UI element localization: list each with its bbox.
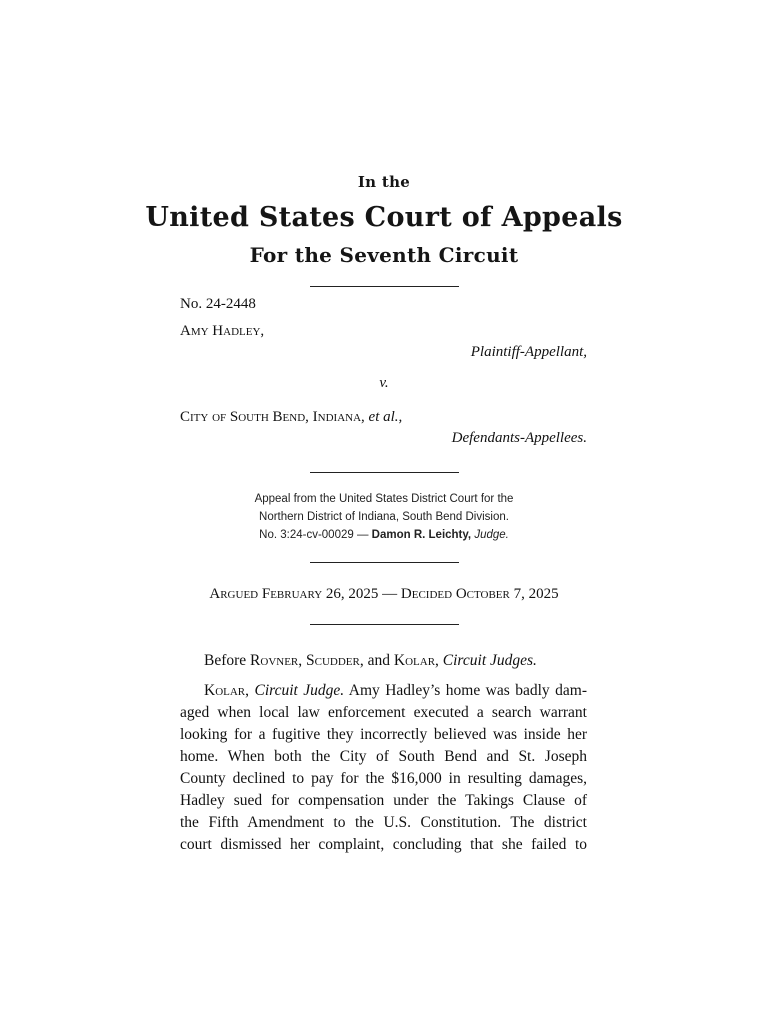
divider <box>310 472 459 473</box>
dates-line <box>0 586 768 603</box>
divider <box>310 286 459 287</box>
opinion-line: looking for a fugitive they incorrectly believed was inside her <box>180 726 587 743</box>
opinion-author-title: Circuit Judge. <box>254 682 345 699</box>
court-name: United States Court of Appeals <box>145 202 623 233</box>
appeal-line-1: Appeal from the United States District Court for the <box>254 493 514 505</box>
appellant-name: Amy Hadley, <box>180 323 265 339</box>
panel-judges: Rovner, Scudder, <box>250 652 364 669</box>
opinion-first-line <box>204 680 587 702</box>
panel-last-judge: Kolar, <box>393 652 439 669</box>
appellee-line <box>180 409 402 426</box>
opinion-line: the Fifth Amendment to the U.S. Constitution. The district <box>180 814 587 831</box>
appellee-etal: et al., <box>368 409 403 425</box>
before-prefix: Before <box>204 652 247 669</box>
opinion-text: Amy Hadley’s home was badly dam- <box>348 682 587 699</box>
appellee-name: City of South Bend, Indiana, <box>180 409 365 425</box>
district-case-number: No. 3:24-cv-00029 — <box>259 529 369 541</box>
versus: v. <box>379 375 389 391</box>
opinion-line: County declined to pay for the $16,000 in resulting damages, <box>180 770 587 787</box>
district-judge-name: Damon R. Leichty, <box>371 529 472 541</box>
opinion-line: Hadley sued for compensation under the Takings Clause of <box>180 792 587 809</box>
divider <box>310 624 459 625</box>
appellee-role: Defendants-Appellees. <box>451 430 587 446</box>
appeal-line-3 <box>0 529 768 541</box>
appeal-line-2: Northern District of Indiana, South Bend Division. <box>259 511 509 523</box>
divider <box>310 562 459 563</box>
decided-date: Decided October 7, 2025 <box>400 586 559 602</box>
opinion-line: aged when local law enforcement executed a search warrant <box>180 704 587 721</box>
opinion-line: home. When both the City of South Bend and St. Joseph <box>180 748 587 765</box>
case-number: No. 24-2448 <box>180 296 256 312</box>
opinion-author: Kolar, <box>204 682 250 699</box>
header-in-the: In the <box>357 173 411 191</box>
district-judge-title: Judge. <box>474 529 509 541</box>
before-line <box>204 652 537 670</box>
opinion-line: court dismissed her complaint, concluding that she failed to <box>180 836 587 853</box>
circuit-name: For the Seventh Circuit <box>249 243 519 267</box>
panel-title: Circuit Judges. <box>442 652 537 669</box>
appellant-role: Plaintiff-Appellant, <box>470 344 587 360</box>
argued-date: Argued February 26, 2025 <box>209 586 379 602</box>
dates-separator: — <box>382 586 398 602</box>
before-and: and <box>367 652 391 669</box>
